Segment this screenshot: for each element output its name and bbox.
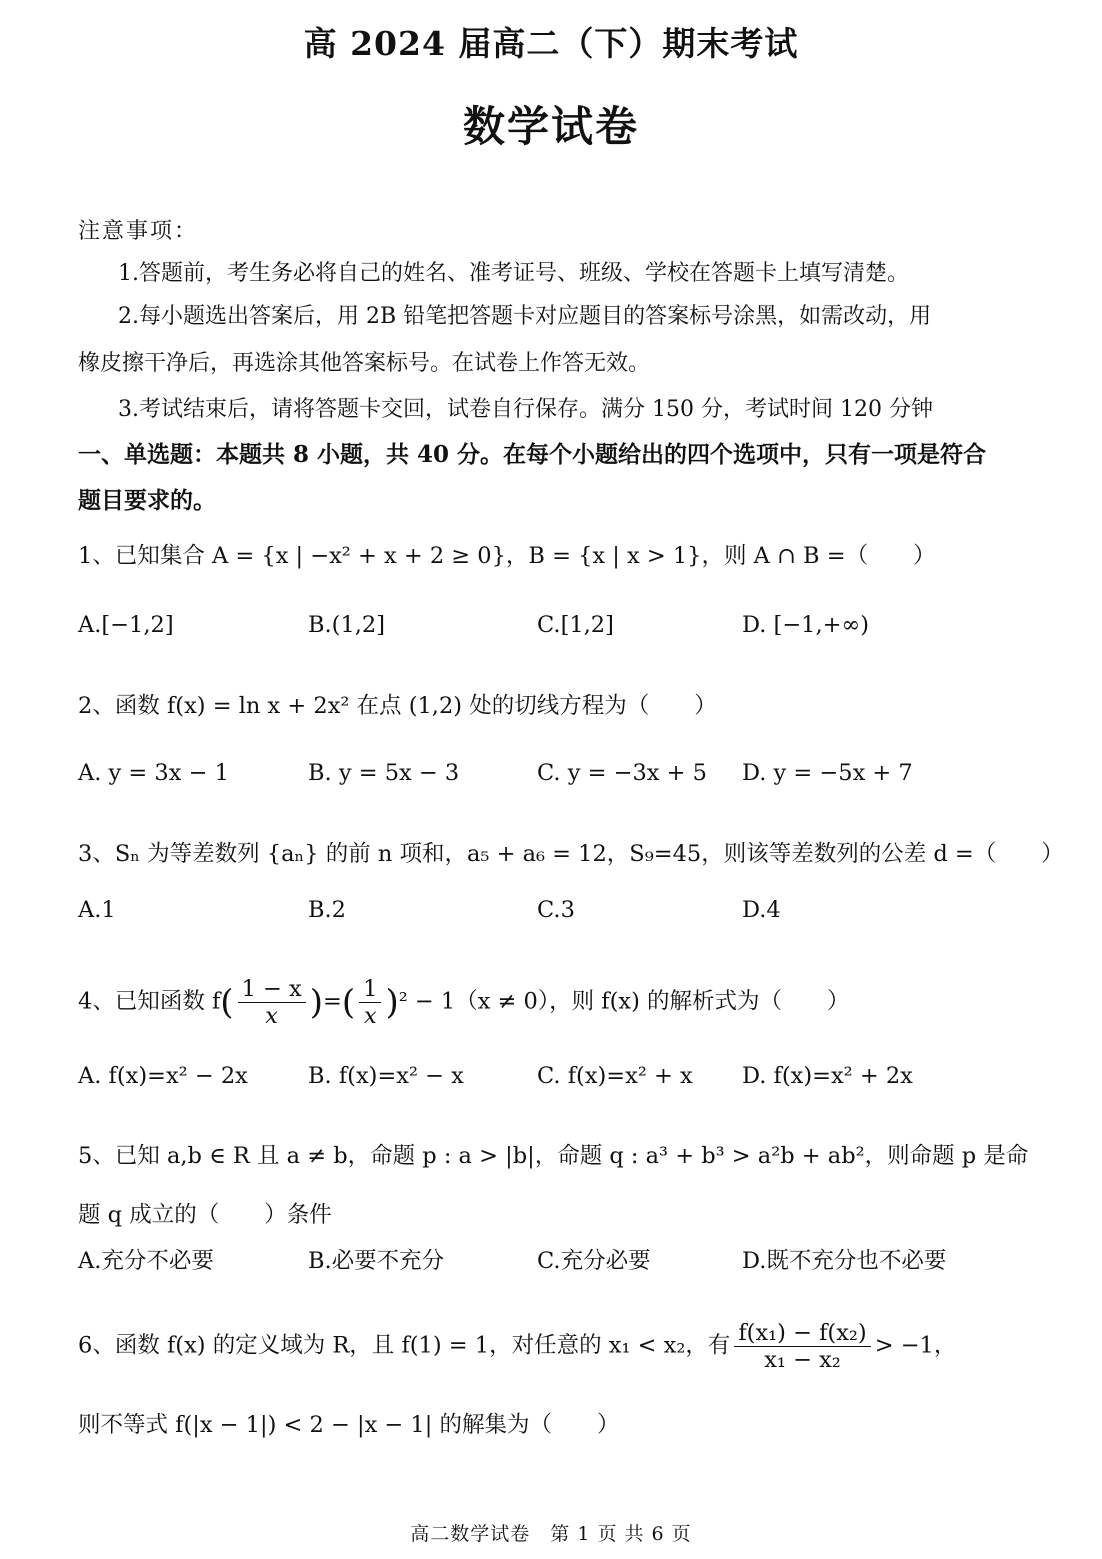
question-3-option-a: A.1 bbox=[78, 897, 116, 923]
exam-title: 高 2024 届高二（下）期末考试 bbox=[303, 24, 799, 63]
section-heading-line-2: 题目要求的。 bbox=[78, 487, 216, 514]
question-4-fraction-2 bbox=[359, 976, 381, 1029]
question-2-option-b: B. y = 5x − 3 bbox=[308, 760, 460, 786]
question-5-options bbox=[0, 1243, 1102, 1283]
question-5-stem-line-1: 5、已知 a,b ∈ R 且 a ≠ b，命题 p : a > |b|，命题 q : a³ + b³ > a²b + ab²，则命题 p 是命 bbox=[78, 1143, 1029, 1169]
left-paren-2: ( bbox=[341, 982, 356, 1023]
question-2-stem: 2、函数 f(x) = ln x + 2x² 在点 (1,2) 处的切线方程为（ ） bbox=[78, 693, 717, 719]
question-6-stem-suffix: > −1， bbox=[874, 1332, 957, 1359]
fraction-1-denominator: x bbox=[265, 1003, 278, 1029]
question-4-fraction-1 bbox=[238, 976, 306, 1029]
right-paren-2: ) bbox=[385, 982, 399, 1023]
question-4-stem-suffix: ² − 1（x ≠ 0），则 f(x) 的解析式为（ ） bbox=[398, 988, 850, 1015]
question-6-stem-line-2: 则不等式 f(|x − 1|) < 2 − |x − 1| 的解集为（ ） bbox=[78, 1412, 620, 1438]
left-paren: ( bbox=[220, 982, 234, 1023]
question-2-options bbox=[0, 760, 1102, 800]
section-heading-line-1: 一、单选题：本题共 8 小题，共 40 分。在每个小题给出的四个选项中，只有一项是符合 bbox=[78, 441, 987, 468]
question-5-stem-line-2: 题 q 成立的（ ）条件 bbox=[78, 1202, 332, 1228]
subject-title: 数学试卷 bbox=[462, 102, 639, 151]
fraction-1-numerator: 1 − x bbox=[238, 976, 306, 1003]
question-6-fraction bbox=[734, 1320, 870, 1373]
notice-item-2-line-1: 2.每小题选出答案后，用 2B 铅笔把答题卡对应题目的答案标号涂黑，如需改动，用 bbox=[118, 304, 932, 329]
question-6-fraction-numerator: f(x₁) − f(x₂) bbox=[734, 1320, 870, 1347]
question-4-stem-prefix: 4、已知函数 f bbox=[78, 988, 221, 1015]
question-3-option-c: C.3 bbox=[537, 897, 575, 923]
question-4-option-a: A. f(x)=x² − 2x bbox=[78, 1063, 248, 1089]
question-4-option-d: D. f(x)=x² + 2x bbox=[742, 1063, 913, 1089]
fraction-2-denominator: x bbox=[363, 1003, 377, 1029]
question-1-option-a: A.[−1,2] bbox=[78, 612, 174, 638]
question-6-fraction-denominator: x₁ − x₂ bbox=[764, 1347, 841, 1373]
question-3-option-d: D.4 bbox=[742, 897, 781, 923]
right-paren: ) bbox=[309, 982, 323, 1023]
question-3-options bbox=[0, 897, 1102, 937]
notice-item-3: 3.考试结束后，请将答题卡交回，试卷自行保存。满分 150 分，考试时间 120 分钟 bbox=[118, 397, 933, 422]
question-1-stem: 1、已知集合 A = {x | −x² + x + 2 ≥ 0}，B = {x | x > 1}，则 A ∩ B =（ ） bbox=[78, 543, 936, 569]
question-2-option-c: C. y = −3x + 5 bbox=[537, 760, 707, 786]
question-5-option-a: A.充分不必要 bbox=[78, 1248, 214, 1274]
page-footer: 高二数学试卷 第 1 页 共 6 页 bbox=[410, 1523, 692, 1545]
question-4-stem-mid: = bbox=[323, 988, 342, 1015]
question-2-option-a: A. y = 3x − 1 bbox=[78, 760, 229, 786]
question-2-option-d: D. y = −5x + 7 bbox=[742, 760, 913, 786]
question-5-option-b: B.必要不充分 bbox=[308, 1248, 445, 1274]
notice-item-2-line-2: 橡皮擦干净后，再选涂其他答案标号。在试卷上作答无效。 bbox=[78, 351, 651, 376]
question-4-option-b: B. f(x)=x² − x bbox=[308, 1063, 464, 1089]
question-6-stem-prefix: 6、函数 f(x) 的定义域为 R，且 f(1) = 1，对任意的 x₁ < x₂，有 bbox=[78, 1332, 731, 1359]
notice-title: 注意事项： bbox=[78, 219, 199, 244]
question-1-option-c: C.[1,2] bbox=[537, 612, 614, 638]
question-4-stem bbox=[78, 976, 850, 1029]
question-1-option-d: D. [−1,+∞) bbox=[742, 612, 870, 638]
question-5-option-c: C.充分必要 bbox=[537, 1248, 651, 1274]
question-1-option-b: B.(1,2] bbox=[308, 612, 386, 638]
question-5-option-d: D.既不充分也不必要 bbox=[742, 1248, 947, 1274]
fraction-2-numerator: 1 bbox=[359, 976, 381, 1003]
question-6-stem-line-1 bbox=[78, 1320, 956, 1373]
question-4-options bbox=[0, 1063, 1102, 1103]
question-3-stem: 3、Sₙ 为等差数列 {aₙ} 的前 n 项和，a₅ + a₆ = 12，S₉=45，则该等差数列的公差 d =（ ） bbox=[78, 841, 1064, 867]
notice-item-1: 1.答题前，考生务必将自己的姓名、准考证号、班级、学校在答题卡上填写清楚。 bbox=[118, 261, 909, 286]
question-1-options bbox=[0, 612, 1102, 652]
question-4-option-c: C. f(x)=x² + x bbox=[537, 1063, 693, 1089]
question-3-option-b: B.2 bbox=[308, 897, 347, 923]
